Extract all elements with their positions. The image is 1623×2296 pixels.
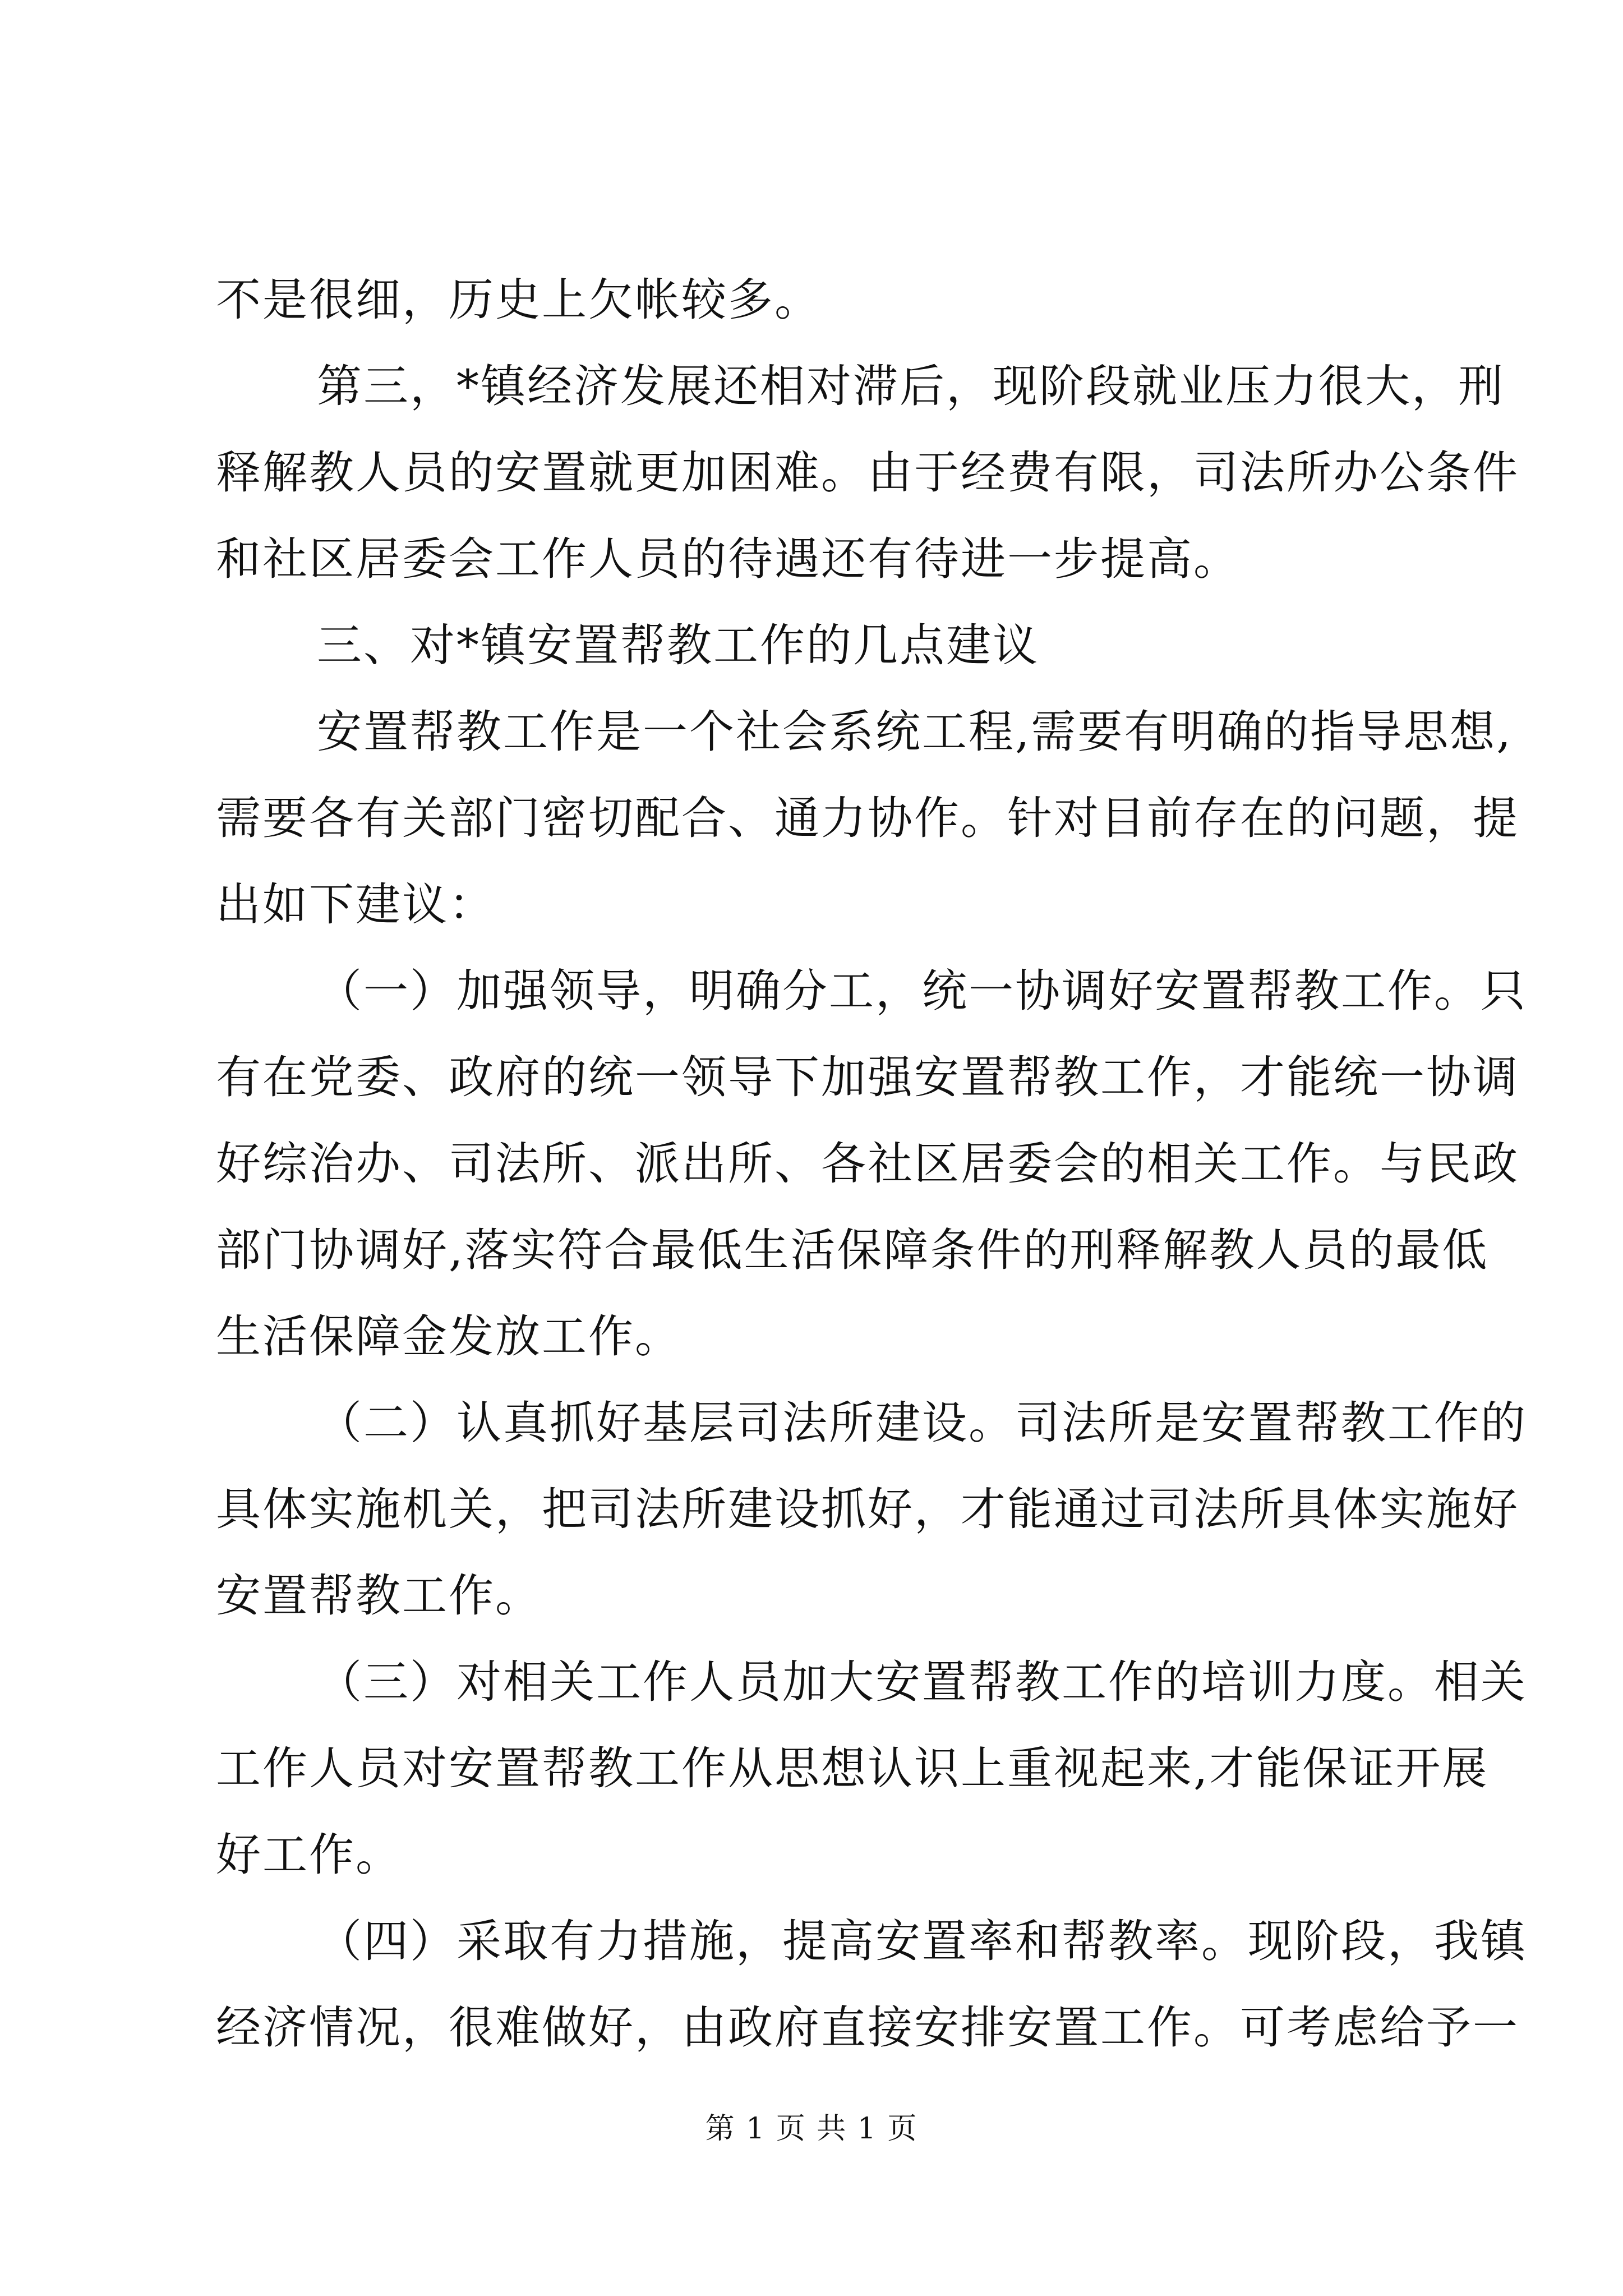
text-line-3: 释解教人员的安置就更加困难。由于经费有限，司法所办公条件 <box>216 447 1519 499</box>
text-line-6: 安置帮教工作是一个社会系统工程,需要有明确的指导思想, <box>317 706 1513 758</box>
text-line-12: 部门协调好,落实符合最低生活保障条件的刑释解教人员的最低 <box>216 1224 1489 1276</box>
document-body <box>216 257 1527 2071</box>
text-line-9: （一）加强领导，明确分工，统一协调好安置帮教工作。只 <box>317 965 1527 1017</box>
text-line-2: 第三，*镇经济发展还相对滞后，现阶段就业压力很大，刑 <box>317 360 1505 412</box>
text-line-19: 好工作。 <box>216 1829 402 1881</box>
text-line-13: 生活保障金发放工作。 <box>216 1310 681 1363</box>
section-heading: 三、对*镇安置帮教工作的几点建议 <box>317 619 1039 671</box>
page-number-label: 第 1 页 共 1 页 <box>705 2112 918 2146</box>
text-line-11: 好综治办、司法所、派出所、各社区居委会的相关工作。与民政 <box>216 1138 1519 1190</box>
text-line-18: 工作人员对安置帮教工作从思想认识上重视起来,才能保证开展 <box>216 1742 1489 1795</box>
text-line-7: 需要各有关部门密切配合、通力协作。针对目前存在的问题，提 <box>216 792 1519 844</box>
text-line-16: 安置帮教工作。 <box>216 1570 542 1622</box>
page-footer <box>0 2109 1623 2148</box>
text-line-21: 经济情况，很难做好，由政府直接安排安置工作。可考虑给予一 <box>216 2001 1519 2054</box>
text-line-1: 不是很细，历史上欠帐较多。 <box>216 274 821 326</box>
text-line-14: （二）认真抓好基层司法所建设。司法所是安置帮教工作的 <box>317 1397 1527 1449</box>
text-line-8: 出如下建议： <box>216 878 495 931</box>
text-line-15: 具体实施机关，把司法所建设抓好，才能通过司法所具体实施好 <box>216 1483 1519 1535</box>
text-line-4: 和社区居委会工作人员的待遇还有待进一步提高。 <box>216 533 1240 585</box>
text-line-20: （四）采取有力措施，提高安置率和帮教率。现阶段，我镇 <box>317 1915 1527 1967</box>
text-line-17: （三）对相关工作人员加大安置帮教工作的培训力度。相关 <box>317 1656 1527 1708</box>
text-line-10: 有在党委、政府的统一领导下加强安置帮教工作，才能统一协调 <box>216 1051 1519 1103</box>
